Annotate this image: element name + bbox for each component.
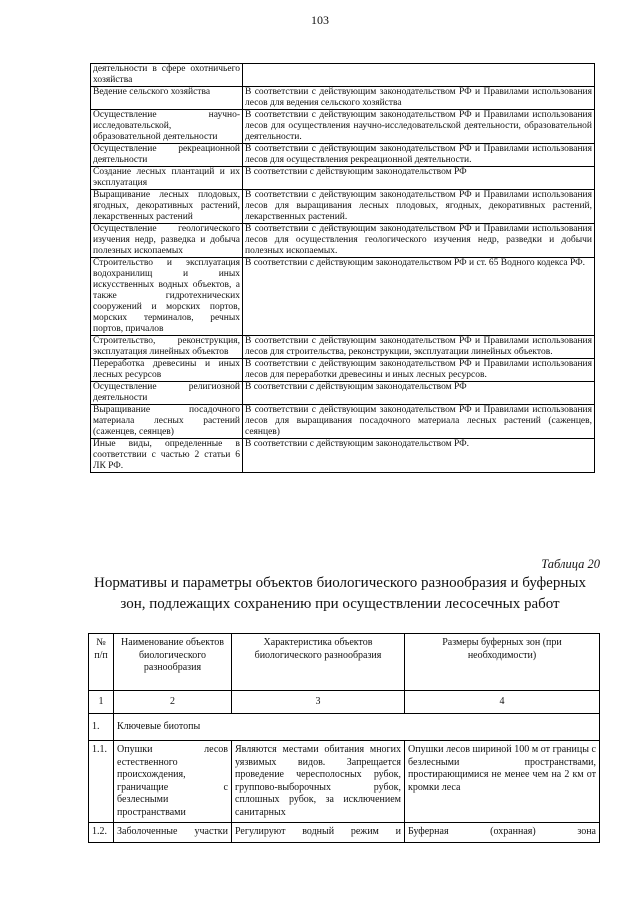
row-number: 1.1.: [89, 741, 114, 823]
section-title: Нормативы и параметры объектов биологического разнообразия и буферных зон, подлежащих сохранению при осуществлении лесосечных работ: [94, 575, 586, 612]
table-row: [89, 823, 600, 843]
rule-cell: В соответствии с действующим законодательством РФ и ст. 65 Водного кодекса РФ.: [243, 258, 595, 336]
activity-cell: Строительство, реконструкция, эксплуатация линейных объектов: [91, 336, 243, 359]
rule-cell: В соответствии с действующим законодательством РФ и Правилами использования лесов для переработки древесины и иных лесных ресурсов.: [243, 359, 595, 382]
rule-cell: В соответствии с действующим законодательством РФ и Правилами использования лесов для ведения сельского хозяйства: [243, 87, 595, 110]
activity-cell: Создание лесных плантаций и их эксплуатация: [91, 167, 243, 190]
rule-cell: В соответствии с действующим законодательством РФ и Правилами использования лесов для осуществления научно-исследовательской деятельности, образовательной деятельности.: [243, 110, 595, 144]
row-number: 1.2.: [89, 823, 114, 843]
buffer-size-cell: Буферная (охранная) зона: [405, 823, 600, 843]
column-number: 2: [114, 691, 232, 714]
table-row: [91, 167, 595, 190]
column-number: 3: [232, 691, 405, 714]
rule-cell: В соответствии с действующим законодательством РФ и Правилами использования лесов для осуществления рекреационной деятельности.: [243, 144, 595, 167]
rule-cell: [243, 64, 595, 87]
rule-cell: В соответствии с действующим законодательством РФ и Правилами использования лесов для строительства, реконструкции, эксплуатации линейных объектов.: [243, 336, 595, 359]
rule-cell: В соответствии с действующим законодательством РФ.: [243, 439, 595, 473]
header-object-name: Наименование объектов биологического разнообразия: [114, 634, 232, 691]
table-row: [89, 741, 600, 823]
activity-cell: Осуществление научно-исследовательской, образовательной деятельности: [91, 110, 243, 144]
rule-cell: В соответствии с действующим законодательством РФ: [243, 167, 595, 190]
activity-cell: Осуществление религиозной деятельности: [91, 382, 243, 405]
page-number: 103: [311, 13, 329, 27]
header-number: № п/п: [89, 634, 114, 691]
characteristic-cell: Регулируют водный режим и: [232, 823, 405, 843]
activity-cell: Осуществление геологического изучения недр, разведка и добыча полезных ископаемых: [91, 224, 243, 258]
activity-cell: деятельности в сфере охотничьего хозяйства: [91, 64, 243, 87]
table-row: [91, 64, 595, 87]
rule-cell: В соответствии с действующим законодательством РФ и Правилами использования лесов для выращивания посадочного материала лесных растений (саженцев, сеянцев): [243, 405, 595, 439]
table-row: [91, 359, 595, 382]
header-buffer-size: Размеры буферных зон (при необходимости): [405, 634, 600, 691]
biodiversity-table: [88, 633, 600, 843]
table-header-row: [89, 634, 600, 691]
characteristic-cell: Являются местами обитания многих уязвимых видов. Запрещается проведение чересполосных рубок, группово-выборочных рубок, сплошных рубок, за исключением санитарных: [232, 741, 405, 823]
rule-cell: В соответствии с действующим законодательством РФ и Правилами использования лесов для осуществления геологического изучения недр, разведки и добычи полезных ископаемых.: [243, 224, 595, 258]
table-row: [91, 144, 595, 167]
section-label: Ключевые биотопы: [114, 714, 600, 741]
column-number: 4: [405, 691, 600, 714]
activity-cell: Иные виды, определенные в соответствии с частью 2 статьи 6 ЛК РФ.: [91, 439, 243, 473]
column-number: 1: [89, 691, 114, 714]
section-number: 1.: [89, 714, 114, 741]
column-number-row: [89, 691, 600, 714]
activity-cell: Осуществление рекреационной деятельности: [91, 144, 243, 167]
object-name-cell: Заболоченные участки: [114, 823, 232, 843]
table-row: [91, 87, 595, 110]
header-characteristic: Характеристика объектов биологического разнообразия: [232, 634, 405, 691]
table-row: [91, 110, 595, 144]
rule-cell: В соответствии с действующим законодательством РФ и Правилами использования лесов для выращивания лесных плодовых, ягодных, декоративных растений, лекарственных растений.: [243, 190, 595, 224]
rule-cell: В соответствии с действующим законодательством РФ: [243, 382, 595, 405]
table-row: [91, 258, 595, 336]
table-row: [91, 224, 595, 258]
object-name-cell: Опушки лесов естественного происхождения, граничащие с безлесными пространствами: [114, 741, 232, 823]
table-row: [91, 190, 595, 224]
forest-use-table: [90, 63, 595, 473]
buffer-size-cell: Опушки лесов шириной 100 м от границы с безлесными пространствами, простирающимися не менее чем на 2 км от кромки леса: [405, 741, 600, 823]
activity-cell: Выращивание лесных плодовых, ягодных, декоративных растений, лекарственных растений: [91, 190, 243, 224]
activity-cell: Переработка древесины и иных лесных ресурсов: [91, 359, 243, 382]
activity-cell: Строительство и эксплуатация водохранилищ и иных искусственных водных объектов, а также гидротехнических сооружений и морских портов, морских терминалов, речных портов, причалов: [91, 258, 243, 336]
table-row: [91, 439, 595, 473]
table-row: [91, 382, 595, 405]
activity-cell: Выращивание посадочного материала лесных растений (саженцев, сеянцев): [91, 405, 243, 439]
section-row: [89, 714, 600, 741]
activity-cell: Ведение сельского хозяйства: [91, 87, 243, 110]
table-caption: Таблица 20: [541, 557, 600, 571]
table-row: [91, 336, 595, 359]
table-row: [91, 405, 595, 439]
